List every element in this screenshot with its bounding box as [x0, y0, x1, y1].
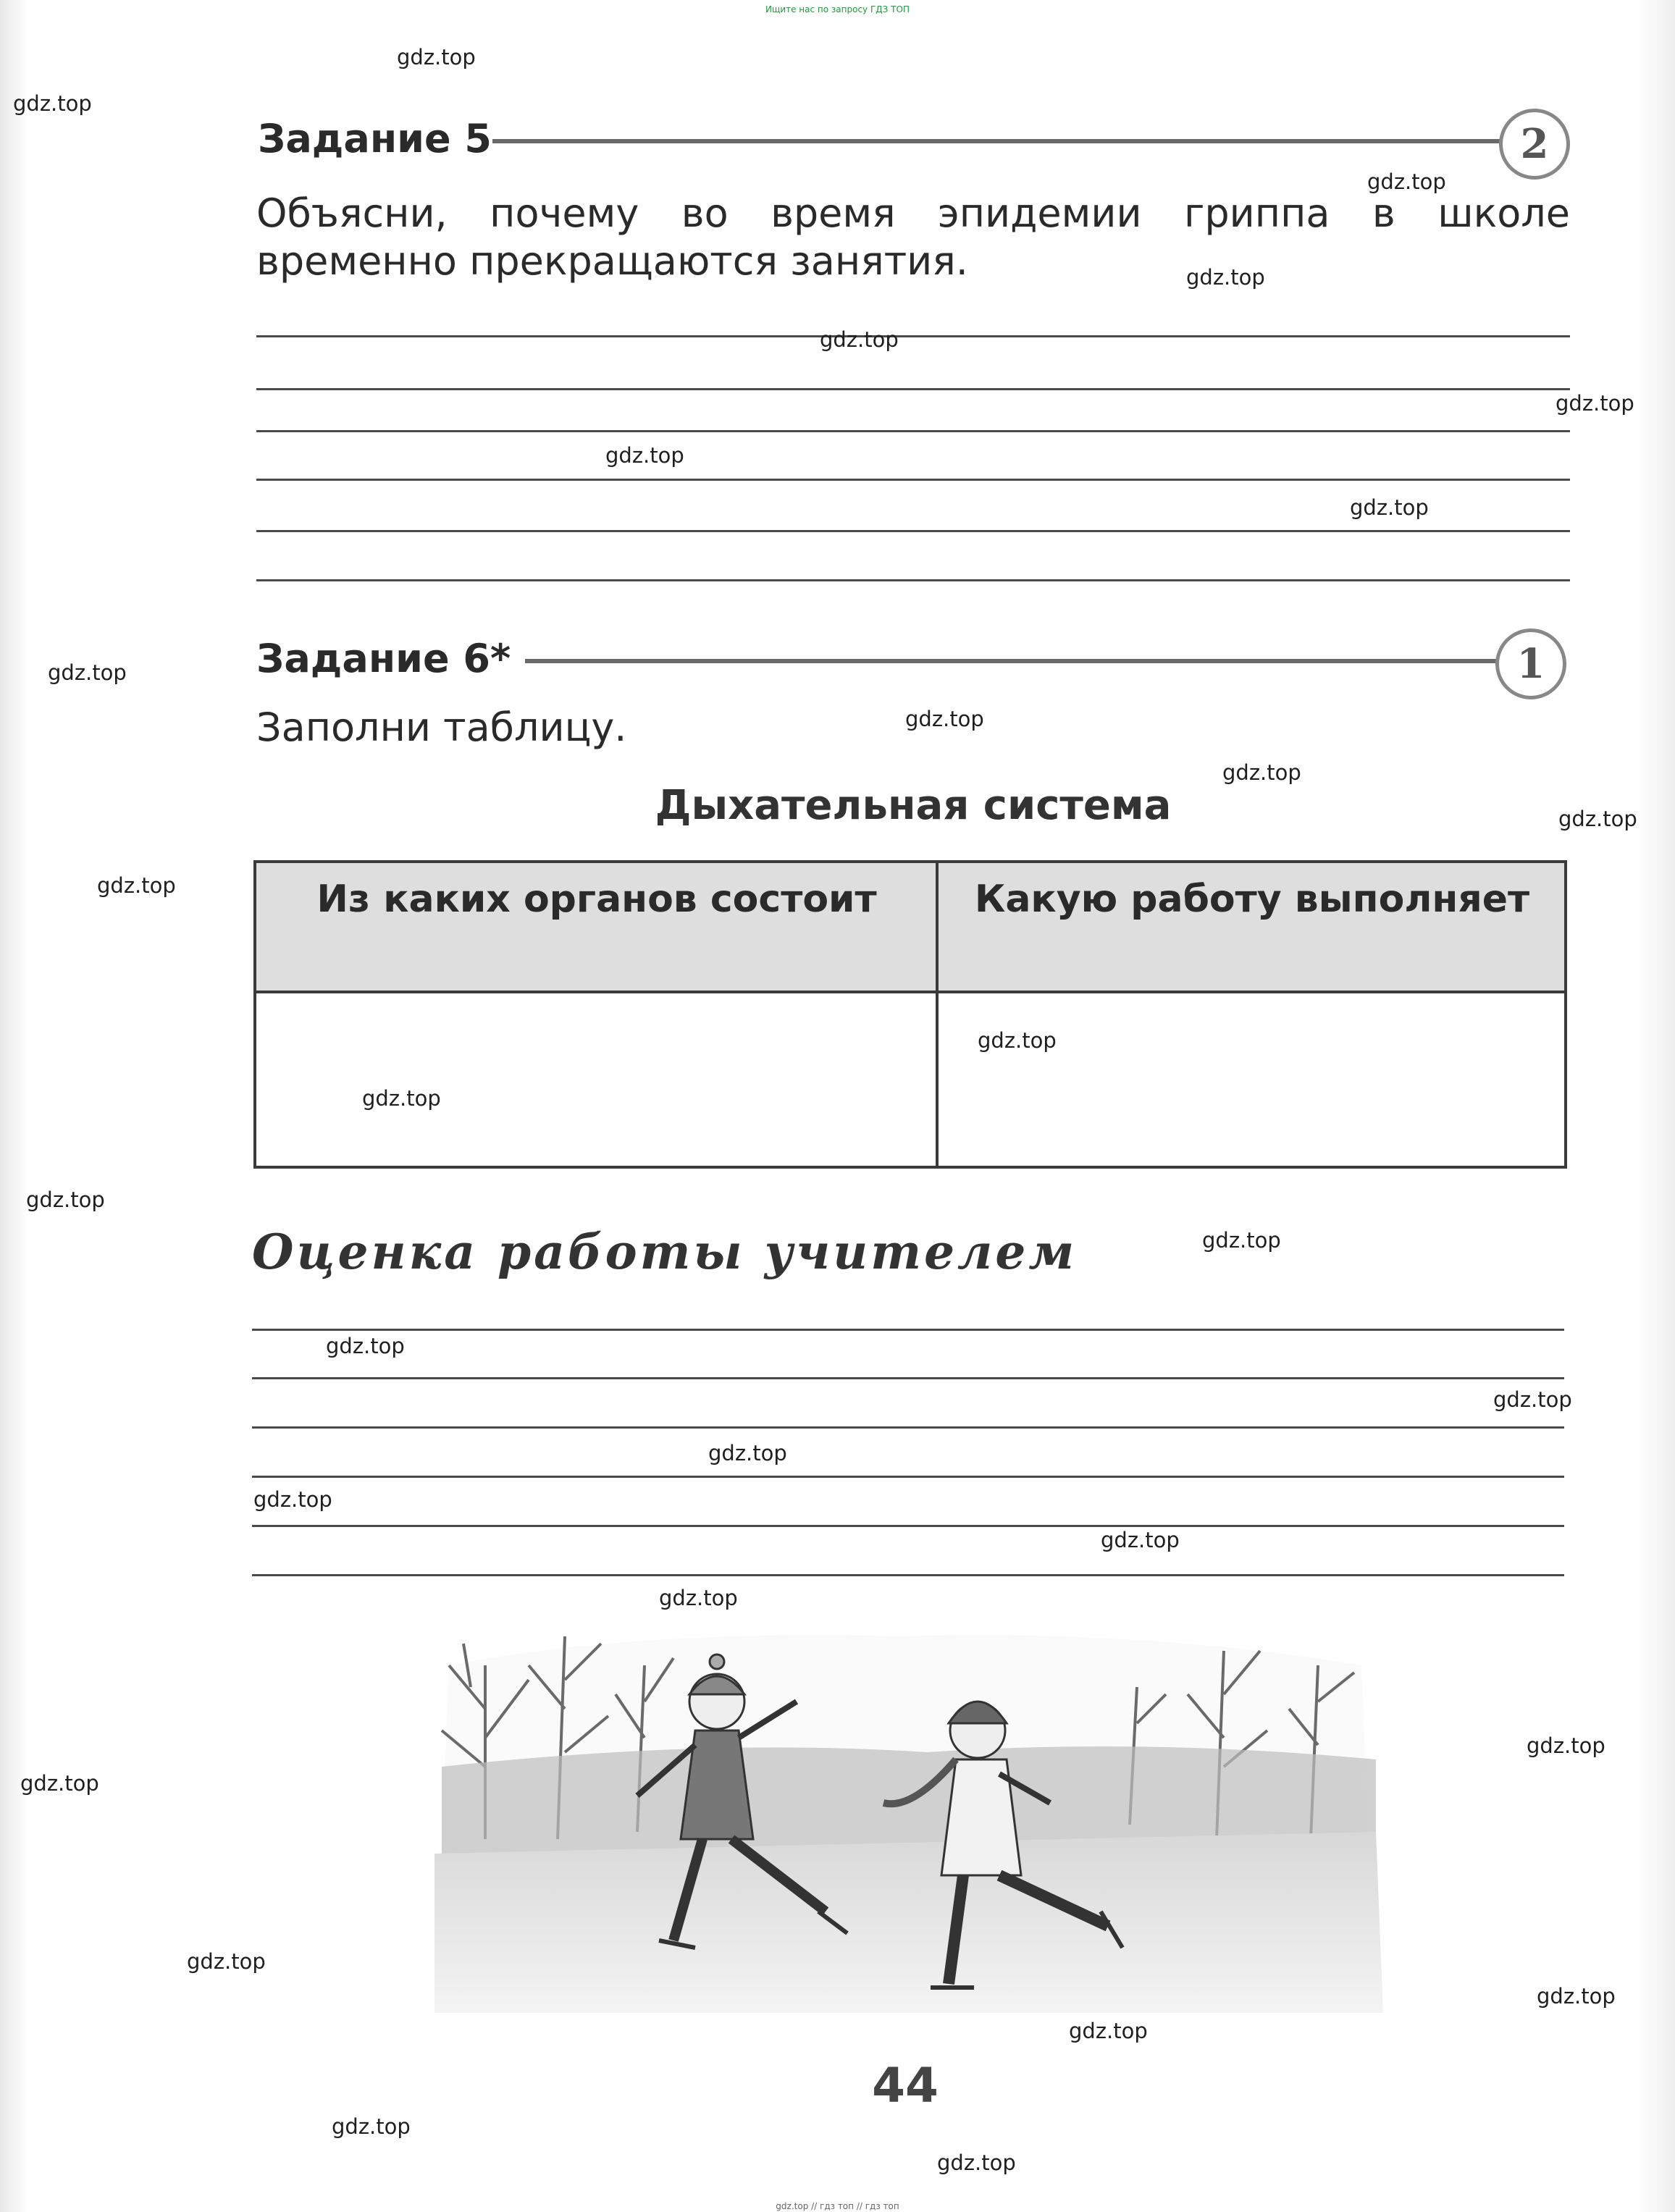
watermark: gdz.top [97, 873, 176, 898]
task6-points-badge: 1 [1495, 628, 1566, 699]
watermark: gdz.top [937, 2150, 1016, 2175]
table-cell-function[interactable] [939, 993, 1564, 1166]
watermark: gdz.top [253, 1487, 332, 1512]
watermark: gdz.top [397, 45, 476, 70]
task5-points-badge: 2 [1499, 109, 1570, 180]
assessment-line-5[interactable] [252, 1525, 1564, 1527]
watermark: gdz.top [605, 443, 684, 468]
task5-answer-line-1[interactable] [256, 335, 1570, 337]
task5-answer-line-4[interactable] [256, 479, 1570, 481]
watermark: gdz.top [820, 327, 899, 352]
respiratory-table [253, 860, 1567, 1169]
table-cell-organs[interactable] [256, 993, 936, 1166]
task5-answer-line-5[interactable] [256, 530, 1570, 532]
assessment-line-6[interactable] [252, 1574, 1564, 1576]
task6-instruction: Заполни таблицу. [256, 705, 627, 750]
watermark: gdz.top [978, 1028, 1057, 1053]
footer-banner[interactable]: gdz.top // гдз топ // гдз топ [776, 2201, 899, 2211]
watermark: gdz.top [1186, 265, 1265, 290]
watermark: gdz.top [1222, 760, 1301, 785]
watermark: gdz.top [187, 1949, 266, 1974]
task5-question-line1: Объясни, почему во время эпидемии гриппа в школе [256, 190, 1570, 236]
assessment-line-4[interactable] [252, 1476, 1564, 1478]
header-banner[interactable]: Ищите нас по запросу ГДЗ ТОП [765, 4, 910, 14]
watermark: gdz.top [1558, 807, 1637, 831]
watermark: gdz.top [1537, 1984, 1616, 2009]
ice-surface [435, 1832, 1383, 2013]
watermark: gdz.top [708, 1441, 787, 1465]
task5-answer-line-3[interactable] [256, 430, 1570, 432]
task5-title-rule [492, 139, 1506, 143]
watermark: gdz.top [1556, 391, 1634, 416]
watermark: gdz.top [1493, 1387, 1572, 1412]
watermark: gdz.top [1367, 169, 1446, 194]
watermark: gdz.top [20, 1771, 99, 1796]
table-header-function: Какую работу выполняет [974, 878, 1530, 921]
assessment-line-2[interactable] [252, 1377, 1564, 1379]
task6-title: Задание 6* [256, 636, 511, 681]
table-title: Дыхательная система [655, 782, 1172, 829]
page-number: 44 [872, 2058, 939, 2114]
watermark: gdz.top [13, 91, 92, 116]
assessment-title: Оценка работы учителем [252, 1224, 1078, 1280]
task5-title: Задание 5 [258, 116, 492, 161]
watermark: gdz.top [332, 2114, 411, 2139]
watermark: gdz.top [1202, 1228, 1281, 1253]
assessment-line-1[interactable] [252, 1329, 1564, 1331]
table-header-organs: Из каких органов состоит [316, 878, 877, 921]
watermark: gdz.top [362, 1086, 441, 1111]
watermark: gdz.top [26, 1187, 105, 1212]
watermark: gdz.top [1101, 1528, 1180, 1552]
watermark: gdz.top [1350, 495, 1429, 520]
watermark: gdz.top [1069, 2019, 1148, 2043]
skating-children-illustration [420, 1622, 1390, 2013]
watermark: gdz.top [905, 707, 984, 731]
task5-question-line2: временно прекращаются занятия. [256, 238, 968, 284]
watermark: gdz.top [326, 1334, 405, 1358]
watermark: gdz.top [1527, 1733, 1605, 1758]
task6-title-rule [525, 659, 1510, 663]
assessment-line-3[interactable] [252, 1426, 1564, 1429]
watermark: gdz.top [659, 1586, 738, 1610]
watermark: gdz.top [48, 660, 127, 685]
task5-answer-line-2[interactable] [256, 388, 1570, 390]
task5-answer-line-6[interactable] [256, 579, 1570, 581]
